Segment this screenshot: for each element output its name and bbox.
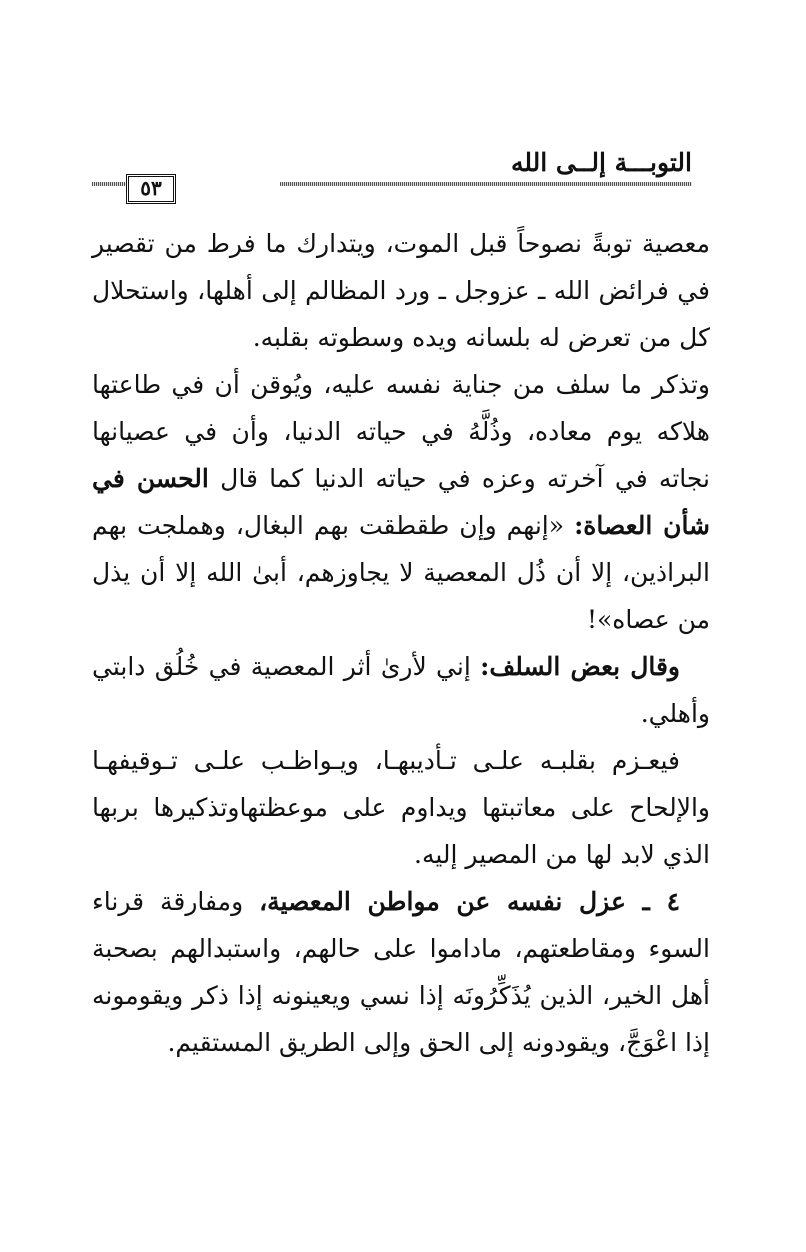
text-run: إني لأرىٰ أثر المعصية في خُلُق دابتي وأهلي. — [92, 652, 710, 728]
bold-phrase: ٤ ـ عزل نفسه عن مواطن المعصية، — [259, 887, 680, 916]
running-title: التوبـــة إلــى الله — [510, 148, 692, 177]
header-rule-left — [92, 182, 126, 186]
body-text — [92, 220, 710, 1066]
text-run: ومفارقة قرناء السوء ومقاطعتهم، ماداموا على حالهم، واستبدالهم بصحبة أهل الخير، الذين يُذَكِّرُونَه إذا نسي ويعينونه إذا ذكر ويقومونه إذا اعْوَجَّ، ويقودونه إلى الحق وإلى الطريق المستقيم. — [92, 887, 710, 1057]
bold-phrase: الحسن في شأن العصاة: — [92, 464, 711, 540]
bold-phrase: وقال بعض السلف: — [480, 652, 680, 681]
text-run: وتذكر ما سلف من جناية نفسه عليه، ويُوقن أن في طاعتها هلاكه يوم معاده، وذُلَّهُ في حياته الدنيا، وأن في عصيانها نجاته في آخرته وعزه في حياته الدنيا كما قال — [92, 370, 711, 493]
paragraph — [92, 220, 710, 361]
text-run: «إنهم وإن طقطقت بهم البغال، وهملجت بهم البراذين، إلا أن ذُل المعصية لا يجاوزهم، أبىٰ الله إلا أن يذل من عصاه»! — [92, 511, 710, 634]
paragraph — [92, 361, 710, 643]
paragraph — [92, 878, 710, 1066]
page-number: ٥٣ — [126, 174, 176, 204]
page-header — [92, 140, 692, 204]
header-rule-right — [280, 182, 692, 186]
text-run: فيعـزم بقلبـه علـى تـأديبهـا، ويـواظـب علـى تـوقيفهـا والإلحاح على معاتبتها ويداوم على موعظتهاوتذكيرها بربها الذي لابد لها من المصير إليه. — [92, 746, 710, 869]
paragraph — [92, 643, 710, 737]
paragraph — [92, 737, 710, 878]
text-run: معصية توبةً نصوحاً قبل الموت، ويتدارك ما فرط من تقصير في فرائض الله ـ عزوجل ـ ورد المظالم إلى أهلها، واستحلال كل من تعرض له بلسانه ويده وسطوته بقلبه. — [92, 229, 710, 352]
